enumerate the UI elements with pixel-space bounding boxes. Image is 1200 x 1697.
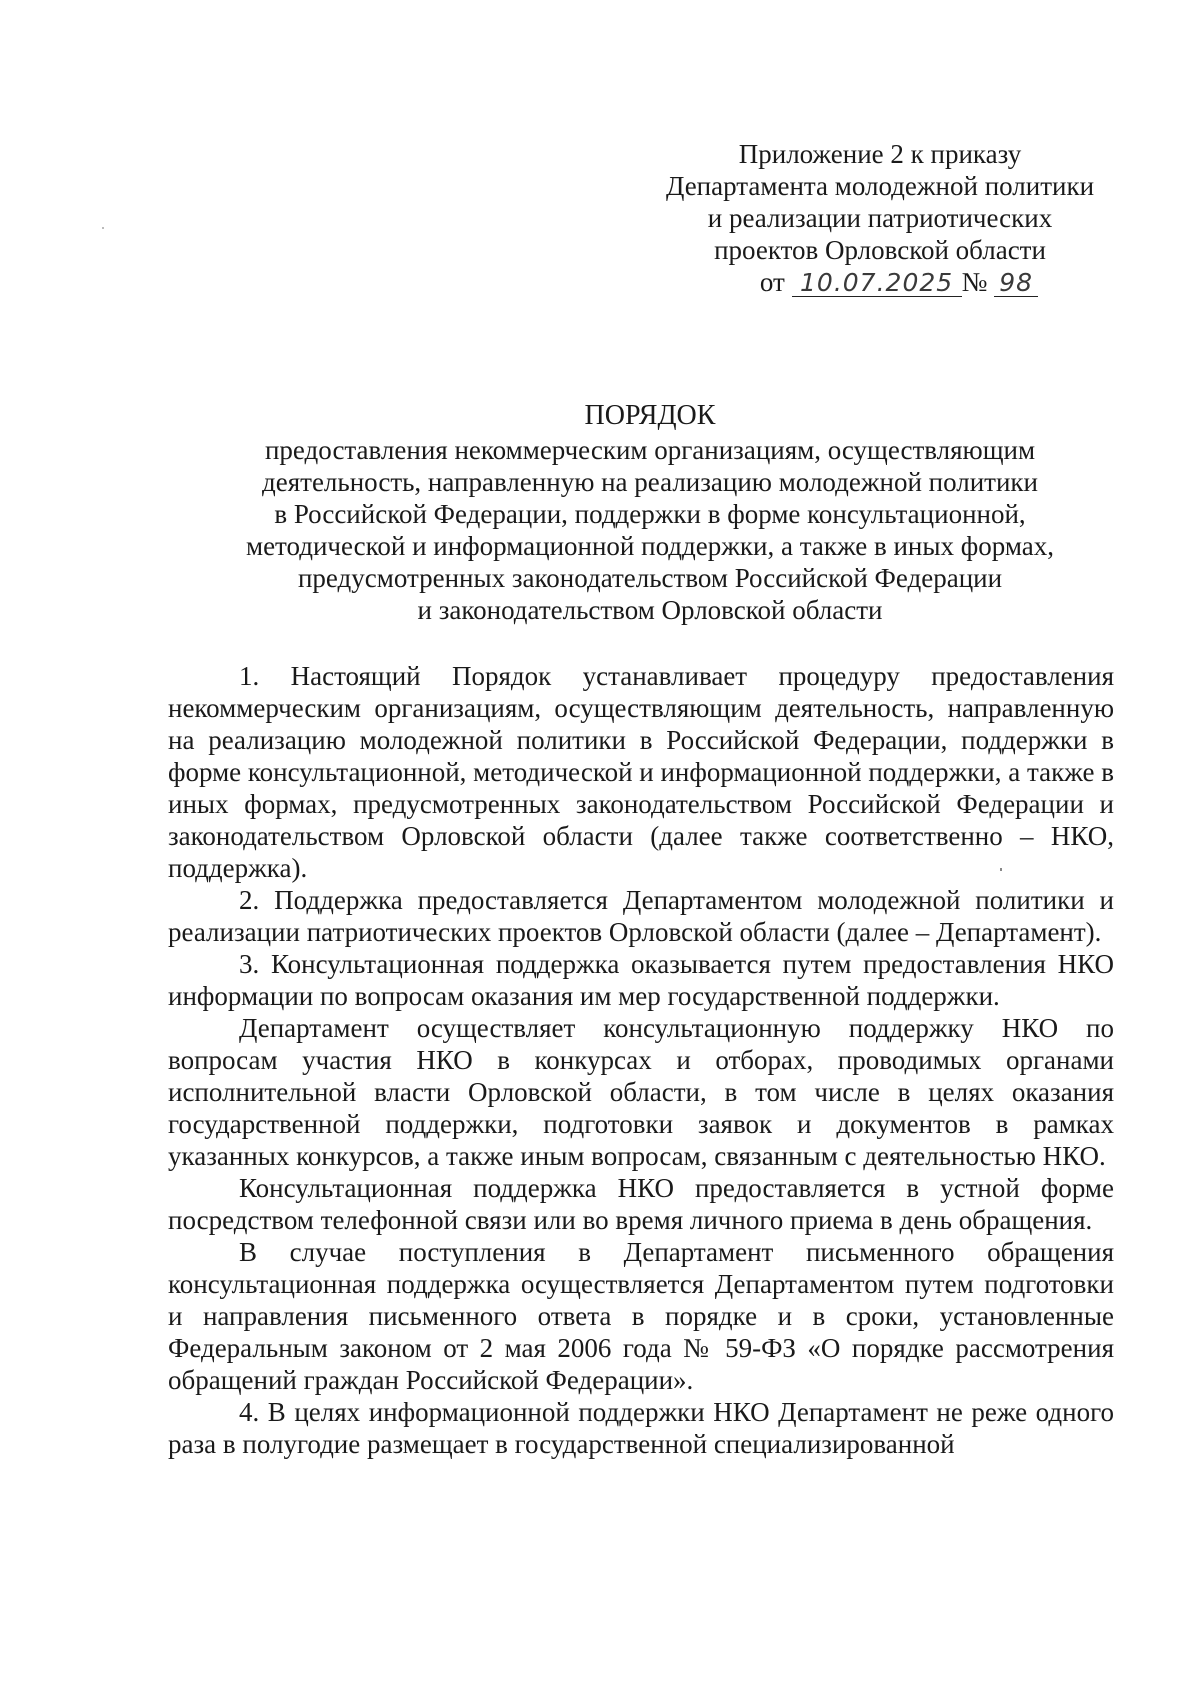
- document-body: [168, 660, 1114, 1460]
- paragraph-7: 4. В целях информационной поддержки НКО Департамент не реже одного раза в полугодие размещает в государственной специализированной: [168, 1397, 1114, 1459]
- paragraph-4: Департамент осуществляет консультационную поддержку НКО по вопросам участия НКО в конкурсах и отборах, проводимых органами исполнительной власти Орловской области, в том числе в целях оказания государственной поддержки, подготовки заявок и документов в рамках указанных конкурсов, а также иным вопросам, связанным с деятельностью НКО.: [168, 1013, 1114, 1171]
- title-line-4: методической и информационной поддержки, а также в иных формах,: [245, 531, 1054, 561]
- order-date-line: [640, 266, 1120, 298]
- title-heading: ПОРЯДОК: [584, 400, 716, 431]
- attachment-line-2: Департамента молодежной политики: [665, 171, 1095, 201]
- title-line-2: деятельность, направленную на реализацию молодежной политики: [262, 467, 1038, 497]
- title-line-1: предоставления некоммерческим организациям, осуществляющим: [264, 435, 1036, 465]
- title-line-3: в Российской Федерации, поддержки в форме консультационной,: [274, 499, 1026, 529]
- handwritten-date: 10.07.2025: [792, 270, 962, 297]
- title-line-6: и законодательством Орловской области: [417, 595, 883, 625]
- title-line-5: предусмотренных законодательством Российской Федерации: [297, 563, 1003, 593]
- paragraph-2: 2. Поддержка предоставляется Департаментом молодежной политики и реализации патриотических проектов Орловской области (далее – Департамент).: [168, 885, 1114, 947]
- handwritten-order-number: 98: [994, 270, 1038, 297]
- attachment-header: [640, 138, 1120, 298]
- scan-artifact: [102, 227, 104, 229]
- paragraph-1: 1. Настоящий Порядок устанавливает процедуру предоставления некоммерческим организациям, осуществляющим деятельность, направленную на реализацию молодежной политики в Российской Федерации, поддержки в форме консультационной, методической и информационной поддержки, а также в иных формах, предусмотренных законодательством Российской Федерации и законодательством Орловской области (далее также соответственно – НКО, поддержка).: [168, 661, 1114, 883]
- date-prefix: от: [759, 267, 785, 297]
- paragraph-5: Консультационная поддержка НКО предоставляется в устной форме посредством телефонной связи или во время личного приема в день обращения.: [168, 1173, 1114, 1235]
- scan-artifact-mark: [1000, 868, 1002, 871]
- attachment-line-1: Приложение 2 к приказу: [738, 139, 1022, 169]
- paragraph-3: 3. Консультационная поддержка оказывается путем предоставления НКО информации по вопросам оказания им мер государственной поддержки.: [168, 949, 1114, 1011]
- attachment-line-4: проектов Орловской области: [714, 235, 1046, 265]
- attachment-line-3: и реализации патриотических: [707, 203, 1053, 233]
- number-prefix: №: [961, 267, 988, 297]
- paragraph-6: В случае поступления в Департамент письменного обращения консультационная поддержка осуществляется Департаментом путем подготовки и направления письменного ответа в порядке и в сроки, установленные Федеральным законом от 2 мая 2006 года № 59-ФЗ «О порядке рассмотрения обращений граждан Российской Федерации».: [168, 1237, 1114, 1395]
- document-title: [120, 400, 1180, 626]
